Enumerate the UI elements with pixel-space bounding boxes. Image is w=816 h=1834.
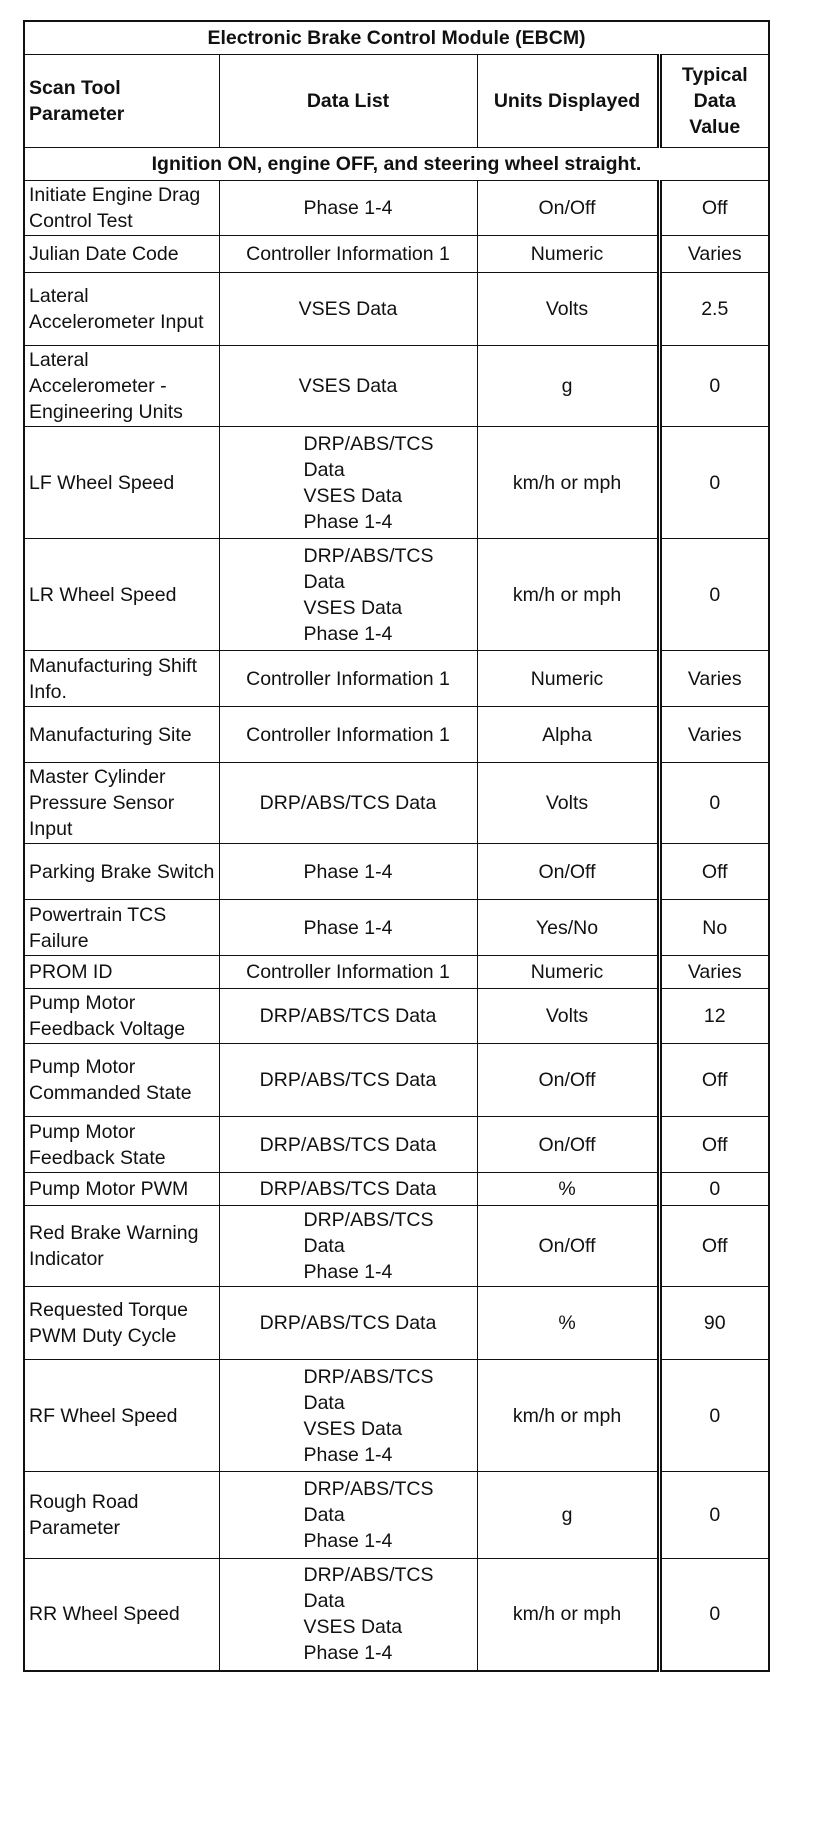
table-row <box>24 1559 769 1671</box>
test-condition: Ignition ON, engine OFF, and steering wheel straight. <box>24 148 769 181</box>
data-list-entry: Controller Information 1 <box>246 243 450 265</box>
units-cell: Volts <box>477 763 659 844</box>
table-row <box>24 1287 769 1360</box>
table-row <box>24 1472 769 1559</box>
typical-value-cell: 0 <box>659 763 769 844</box>
table-row <box>24 181 769 236</box>
units-cell: g <box>477 1472 659 1559</box>
data-list-entry: DRP/ABS/TCS Data <box>259 1069 437 1091</box>
parameter-cell: Parking Brake Switch <box>24 844 219 900</box>
data-list-entry: DRP/ABS/TCS Data <box>259 1312 437 1334</box>
units-cell: km/h or mph <box>477 1559 659 1671</box>
data-list-cell <box>219 844 477 900</box>
units-cell: On/Off <box>477 181 659 236</box>
data-list-cell <box>219 346 477 427</box>
parameter-cell: RF Wheel Speed <box>24 1360 219 1472</box>
data-list-entry: DRP/ABS/TCS Data <box>303 1478 434 1526</box>
data-list-cell <box>219 900 477 956</box>
typical-value-cell: No <box>659 900 769 956</box>
parameter-cell: RR Wheel Speed <box>24 1559 219 1671</box>
units-cell: Volts <box>477 273 659 346</box>
data-list-entry: DRP/ABS/TCS Data <box>259 1005 437 1027</box>
parameter-cell: LF Wheel Speed <box>24 427 219 539</box>
units-cell: Numeric <box>477 236 659 273</box>
data-list-entry: Phase 1-4 <box>303 510 393 533</box>
parameter-cell: Lateral Accelerometer - Engineering Units <box>24 346 219 427</box>
data-list-entry: DRP/ABS/TCS Data <box>259 792 437 814</box>
units-cell: km/h or mph <box>477 539 659 651</box>
data-list-cell <box>219 763 477 844</box>
data-list-entry: VSES Data <box>303 596 403 619</box>
table-row <box>24 1044 769 1117</box>
parameter-cell: Pump Motor PWM <box>24 1173 219 1206</box>
table-title: Electronic Brake Control Module (EBCM) <box>24 21 769 55</box>
data-list-entry: DRP/ABS/TCS Data <box>303 432 434 481</box>
units-cell: Numeric <box>477 956 659 989</box>
typical-value-cell: 0 <box>659 1472 769 1559</box>
units-cell: On/Off <box>477 1206 659 1287</box>
typical-value-cell: 2.5 <box>659 273 769 346</box>
data-list-entry: Phase 1-4 <box>303 197 393 219</box>
table-row <box>24 427 769 539</box>
data-list-cell <box>219 707 477 763</box>
table-row <box>24 900 769 956</box>
data-list-cell <box>219 1117 477 1173</box>
units-cell: Yes/No <box>477 900 659 956</box>
table-row <box>24 844 769 900</box>
data-list-cell <box>219 181 477 236</box>
data-list-cell <box>219 539 477 651</box>
data-list-cell <box>219 1173 477 1206</box>
typical-value-cell: 0 <box>659 1360 769 1472</box>
typical-value-cell: 90 <box>659 1287 769 1360</box>
typical-value-cell: 12 <box>659 989 769 1044</box>
data-list-cell <box>219 273 477 346</box>
units-cell: Numeric <box>477 651 659 707</box>
typical-value-cell: 0 <box>659 1173 769 1206</box>
table-row <box>24 236 769 273</box>
data-list-entry: VSES Data <box>303 1616 403 1639</box>
data-list-entry: Phase 1-4 <box>303 1530 393 1552</box>
units-cell: On/Off <box>477 1044 659 1117</box>
typical-value-cell: Off <box>659 181 769 236</box>
ebcm-data-table <box>23 20 770 1672</box>
data-list-entry: VSES Data <box>298 375 398 397</box>
data-list-cell <box>219 1559 477 1671</box>
typical-value-cell: 0 <box>659 1559 769 1671</box>
parameter-cell: Red Brake Warning Indicator <box>24 1206 219 1287</box>
data-list-cell <box>219 427 477 539</box>
typical-value-cell: Varies <box>659 956 769 989</box>
parameter-cell: Pump Motor Feedback Voltage <box>24 989 219 1044</box>
units-cell: km/h or mph <box>477 1360 659 1472</box>
table-row <box>24 1360 769 1472</box>
units-cell: On/Off <box>477 1117 659 1173</box>
typical-value-cell: 0 <box>659 427 769 539</box>
data-list-entry: DRP/ABS/TCS Data <box>303 1564 434 1613</box>
typical-value-cell: Off <box>659 1044 769 1117</box>
typical-value-cell: 0 <box>659 539 769 651</box>
table-row <box>24 763 769 844</box>
data-list-entry: DRP/ABS/TCS Data <box>303 1365 434 1414</box>
data-list-entry: DRP/ABS/TCS Data <box>303 544 434 593</box>
data-list-entry: DRP/ABS/TCS Data <box>303 1209 434 1257</box>
units-cell: Alpha <box>477 707 659 763</box>
parameter-cell: LR Wheel Speed <box>24 539 219 651</box>
typical-value-cell: 0 <box>659 346 769 427</box>
parameter-cell: Rough Road Parameter <box>24 1472 219 1559</box>
parameter-cell: Pump Motor Commanded State <box>24 1044 219 1117</box>
data-list-entry: VSES Data <box>303 484 403 507</box>
parameter-cell: Manufacturing Shift Info. <box>24 651 219 707</box>
typical-value-cell: Varies <box>659 707 769 763</box>
units-cell: Volts <box>477 989 659 1044</box>
data-list-entry: DRP/ABS/TCS Data <box>259 1178 437 1200</box>
table-row <box>24 539 769 651</box>
parameter-cell: Requested Torque PWM Duty Cycle <box>24 1287 219 1360</box>
typical-value-cell: Varies <box>659 236 769 273</box>
header-typical-data-value: Typical Data Value <box>659 55 769 148</box>
data-list-cell <box>219 651 477 707</box>
data-list-entry: Phase 1-4 <box>303 1261 393 1283</box>
table-row <box>24 273 769 346</box>
table-row <box>24 989 769 1044</box>
typical-value-cell: Off <box>659 844 769 900</box>
parameter-cell: Master Cylinder Pressure Sensor Input <box>24 763 219 844</box>
parameter-cell: Manufacturing Site <box>24 707 219 763</box>
table-row <box>24 707 769 763</box>
parameter-cell: PROM ID <box>24 956 219 989</box>
data-list-cell <box>219 1044 477 1117</box>
parameter-cell: Pump Motor Feedback State <box>24 1117 219 1173</box>
data-list-entry: Controller Information 1 <box>246 667 450 690</box>
parameter-cell: Lateral Accelerometer Input <box>24 273 219 346</box>
data-list-entry: Controller Information 1 <box>246 723 450 746</box>
parameter-cell: Powertrain TCS Failure <box>24 900 219 956</box>
data-list-entry: Phase 1-4 <box>303 860 393 883</box>
parameter-cell: Julian Date Code <box>24 236 219 273</box>
data-list-entry: Controller Information 1 <box>246 961 450 983</box>
data-list-cell <box>219 1287 477 1360</box>
typical-value-cell: Off <box>659 1117 769 1173</box>
data-list-cell <box>219 989 477 1044</box>
table-row <box>24 956 769 989</box>
data-list-entry: Phase 1-4 <box>303 916 393 939</box>
header-data-list: Data List <box>219 55 477 148</box>
typical-value-cell: Off <box>659 1206 769 1287</box>
data-list-cell <box>219 1472 477 1559</box>
data-list-entry: VSES Data <box>298 298 398 320</box>
data-list-entry: DRP/ABS/TCS Data <box>259 1133 437 1156</box>
table-row <box>24 1173 769 1206</box>
data-list-entry: Phase 1-4 <box>303 1642 393 1665</box>
units-cell: % <box>477 1173 659 1206</box>
table-row <box>24 346 769 427</box>
table-row <box>24 1206 769 1287</box>
units-cell: g <box>477 346 659 427</box>
units-cell: % <box>477 1287 659 1360</box>
data-list-cell <box>219 1206 477 1287</box>
parameter-cell: Initiate Engine Drag Control Test <box>24 181 219 236</box>
table-row <box>24 651 769 707</box>
data-list-cell <box>219 236 477 273</box>
header-units-displayed: Units Displayed <box>477 55 659 148</box>
data-list-cell <box>219 956 477 989</box>
data-list-entry: Phase 1-4 <box>303 1443 393 1466</box>
data-list-entry: Phase 1-4 <box>303 622 393 645</box>
units-cell: On/Off <box>477 844 659 900</box>
data-list-entry: VSES Data <box>303 1417 403 1440</box>
typical-value-cell: Varies <box>659 651 769 707</box>
units-cell: km/h or mph <box>477 427 659 539</box>
table-body <box>24 181 769 1671</box>
header-scan-tool-parameter: Scan Tool Parameter <box>24 55 219 148</box>
table-row <box>24 1117 769 1173</box>
data-list-cell <box>219 1360 477 1472</box>
